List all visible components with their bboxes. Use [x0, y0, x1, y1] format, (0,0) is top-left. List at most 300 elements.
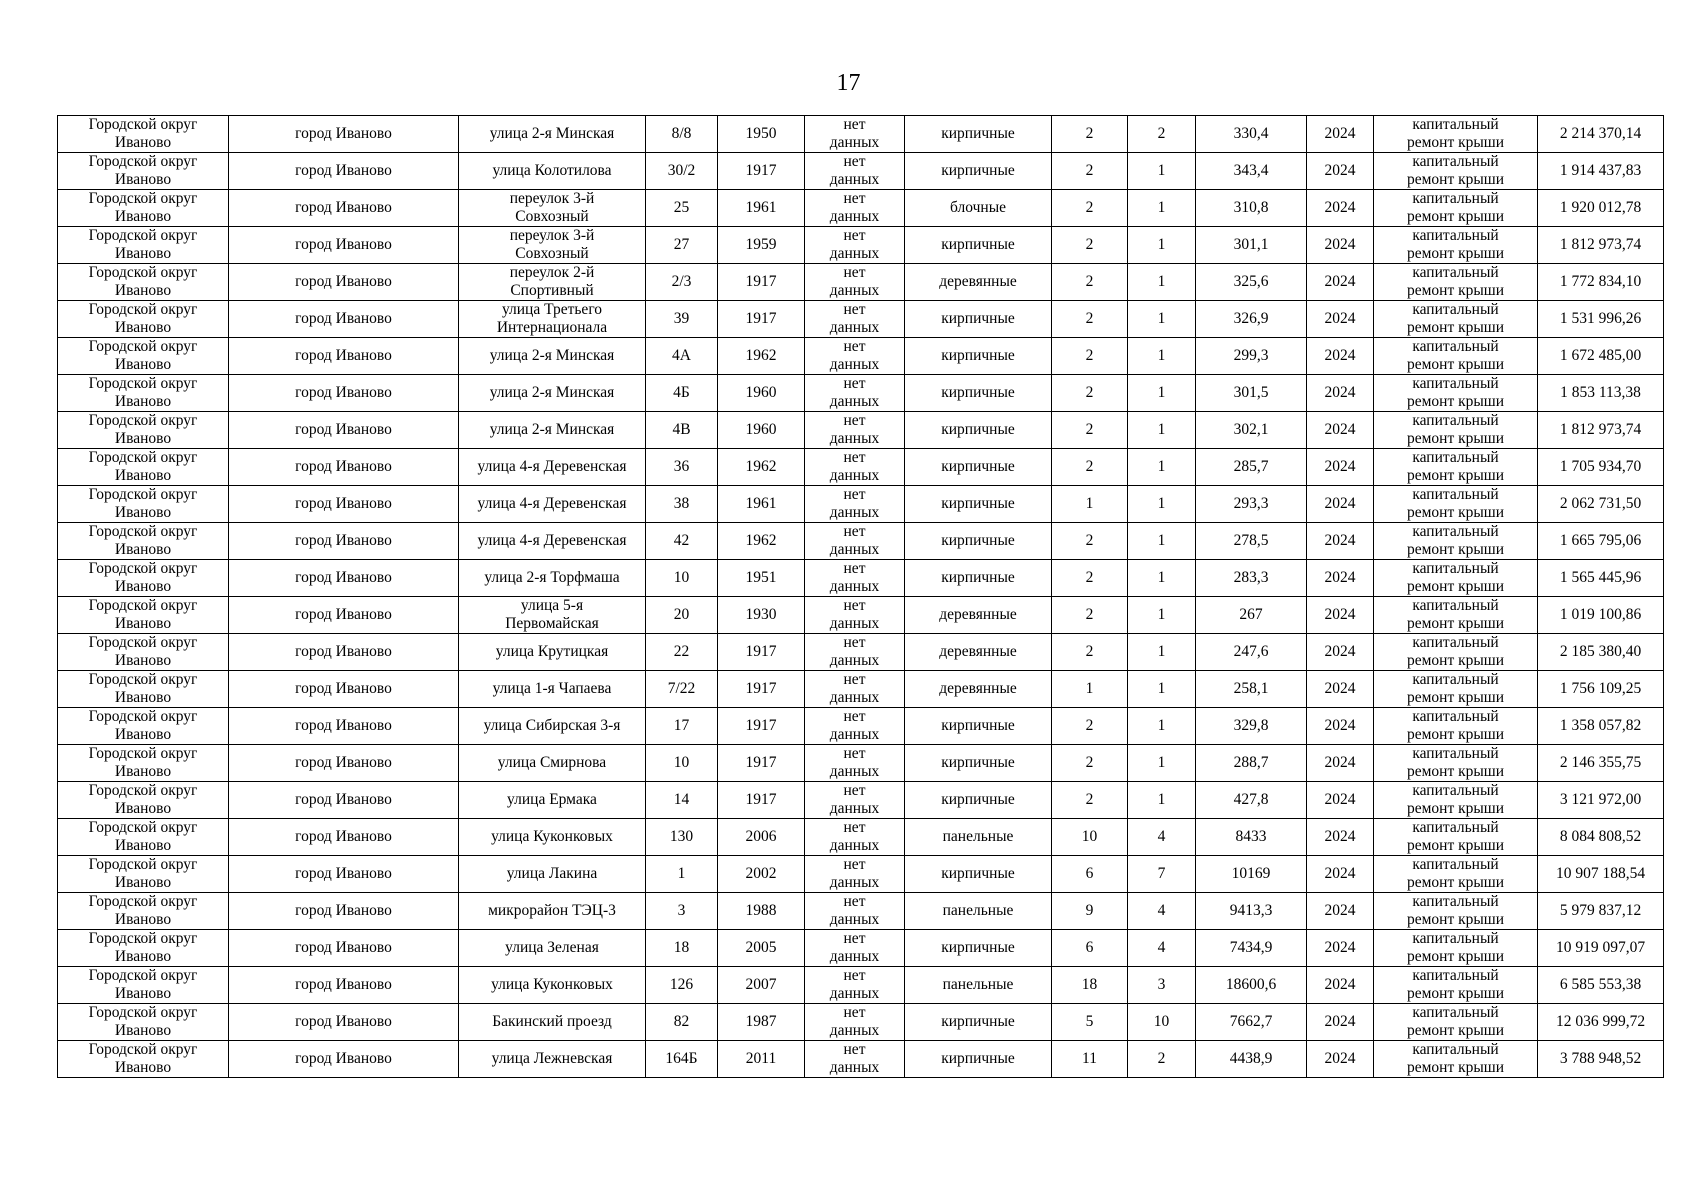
work-type-cell: капитальный ремонт крыши [1374, 523, 1538, 560]
work-type-cell: капитальный ремонт крыши [1374, 893, 1538, 930]
street-cell: переулок 3-й Совхозный [459, 227, 646, 264]
table-row [58, 745, 1664, 782]
cost-cell: 10 907 188,54 [1538, 856, 1664, 893]
work-type-cell: капитальный ремонт крыши [1374, 967, 1538, 1004]
year-built-cell: 1917 [718, 782, 805, 819]
commissioning-year-cell: нет данных [805, 671, 905, 708]
settlement-cell: город Иваново [229, 745, 459, 782]
cost-cell: 1 920 012,78 [1538, 190, 1664, 227]
year-built-cell: 2002 [718, 856, 805, 893]
table-row [58, 930, 1664, 967]
wall-material-cell: панельные [905, 893, 1052, 930]
commissioning-year-cell: нет данных [805, 116, 905, 153]
year-built-cell: 1987 [718, 1004, 805, 1041]
wall-material-cell: деревянные [905, 264, 1052, 301]
table-row [58, 671, 1664, 708]
table-row [58, 264, 1664, 301]
work-type-cell: капитальный ремонт крыши [1374, 375, 1538, 412]
cost-cell: 1 565 445,96 [1538, 560, 1664, 597]
floors-cell: 2 [1052, 449, 1128, 486]
year-built-cell: 1988 [718, 893, 805, 930]
house-number-cell: 10 [646, 560, 718, 597]
settlement-cell: город Иваново [229, 190, 459, 227]
cost-cell: 1 665 795,06 [1538, 523, 1664, 560]
area-cell: 9413,3 [1196, 893, 1307, 930]
settlement-cell: город Иваново [229, 523, 459, 560]
wall-material-cell: кирпичные [905, 338, 1052, 375]
cost-cell: 1 914 437,83 [1538, 153, 1664, 190]
settlement-cell: город Иваново [229, 264, 459, 301]
table-row [58, 1004, 1664, 1041]
entrances-cell: 7 [1128, 856, 1196, 893]
municipality-cell: Городской округ Иваново [58, 597, 229, 634]
street-cell: улица Зеленая [459, 930, 646, 967]
floors-cell: 2 [1052, 116, 1128, 153]
cost-cell: 1 019 100,86 [1538, 597, 1664, 634]
street-cell: улица 2-я Минская [459, 412, 646, 449]
commissioning-year-cell: нет данных [805, 930, 905, 967]
commissioning-year-cell: нет данных [805, 782, 905, 819]
floors-cell: 5 [1052, 1004, 1128, 1041]
area-cell: 258,1 [1196, 671, 1307, 708]
settlement-cell: город Иваново [229, 1041, 459, 1078]
entrances-cell: 1 [1128, 782, 1196, 819]
wall-material-cell: кирпичные [905, 560, 1052, 597]
table-row [58, 560, 1664, 597]
table-row [58, 153, 1664, 190]
wall-material-cell: кирпичные [905, 449, 1052, 486]
house-number-cell: 4В [646, 412, 718, 449]
work-type-cell: капитальный ремонт крыши [1374, 190, 1538, 227]
wall-material-cell: кирпичные [905, 227, 1052, 264]
work-type-cell: капитальный ремонт крыши [1374, 449, 1538, 486]
commissioning-year-cell: нет данных [805, 597, 905, 634]
work-type-cell: капитальный ремонт крыши [1374, 412, 1538, 449]
repair-year-cell: 2024 [1307, 745, 1374, 782]
cost-cell: 2 062 731,50 [1538, 486, 1664, 523]
entrances-cell: 1 [1128, 190, 1196, 227]
table-row [58, 190, 1664, 227]
commissioning-year-cell: нет данных [805, 893, 905, 930]
repair-year-cell: 2024 [1307, 893, 1374, 930]
wall-material-cell: кирпичные [905, 856, 1052, 893]
floors-cell: 2 [1052, 560, 1128, 597]
table-row [58, 819, 1664, 856]
street-cell: улица 2-я Торфмаша [459, 560, 646, 597]
cost-cell: 1 772 834,10 [1538, 264, 1664, 301]
floors-cell: 2 [1052, 375, 1128, 412]
area-cell: 326,9 [1196, 301, 1307, 338]
commissioning-year-cell: нет данных [805, 227, 905, 264]
wall-material-cell: кирпичные [905, 523, 1052, 560]
floors-cell: 1 [1052, 671, 1128, 708]
cost-cell: 8 084 808,52 [1538, 819, 1664, 856]
year-built-cell: 1961 [718, 486, 805, 523]
cost-cell: 1 531 996,26 [1538, 301, 1664, 338]
street-cell: улица Куконковых [459, 967, 646, 1004]
municipality-cell: Городской округ Иваново [58, 523, 229, 560]
table-row [58, 338, 1664, 375]
commissioning-year-cell: нет данных [805, 264, 905, 301]
house-number-cell: 130 [646, 819, 718, 856]
entrances-cell: 1 [1128, 449, 1196, 486]
house-number-cell: 36 [646, 449, 718, 486]
entrances-cell: 2 [1128, 1041, 1196, 1078]
street-cell: микрорайон ТЭЦ-3 [459, 893, 646, 930]
table-row [58, 782, 1664, 819]
area-cell: 302,1 [1196, 412, 1307, 449]
municipality-cell: Городской округ Иваново [58, 375, 229, 412]
floors-cell: 2 [1052, 634, 1128, 671]
work-type-cell: капитальный ремонт крыши [1374, 486, 1538, 523]
municipality-cell: Городской округ Иваново [58, 893, 229, 930]
municipality-cell: Городской округ Иваново [58, 930, 229, 967]
table-row [58, 967, 1664, 1004]
area-cell: 278,5 [1196, 523, 1307, 560]
commissioning-year-cell: нет данных [805, 412, 905, 449]
work-type-cell: капитальный ремонт крыши [1374, 227, 1538, 264]
work-type-cell: капитальный ремонт крыши [1374, 745, 1538, 782]
area-cell: 293,3 [1196, 486, 1307, 523]
house-number-cell: 20 [646, 597, 718, 634]
table-row [58, 634, 1664, 671]
wall-material-cell: кирпичные [905, 1004, 1052, 1041]
repair-year-cell: 2024 [1307, 634, 1374, 671]
commissioning-year-cell: нет данных [805, 708, 905, 745]
repair-year-cell: 2024 [1307, 856, 1374, 893]
house-number-cell: 2/3 [646, 264, 718, 301]
year-built-cell: 1961 [718, 190, 805, 227]
house-number-cell: 39 [646, 301, 718, 338]
commissioning-year-cell: нет данных [805, 967, 905, 1004]
house-number-cell: 30/2 [646, 153, 718, 190]
commissioning-year-cell: нет данных [805, 560, 905, 597]
settlement-cell: город Иваново [229, 819, 459, 856]
entrances-cell: 1 [1128, 560, 1196, 597]
work-type-cell: капитальный ремонт крыши [1374, 671, 1538, 708]
repair-year-cell: 2024 [1307, 190, 1374, 227]
wall-material-cell: кирпичные [905, 412, 1052, 449]
floors-cell: 1 [1052, 486, 1128, 523]
area-cell: 288,7 [1196, 745, 1307, 782]
table-row [58, 412, 1664, 449]
settlement-cell: город Иваново [229, 708, 459, 745]
entrances-cell: 2 [1128, 116, 1196, 153]
repair-year-cell: 2024 [1307, 671, 1374, 708]
year-built-cell: 1917 [718, 708, 805, 745]
work-type-cell: капитальный ремонт крыши [1374, 264, 1538, 301]
settlement-cell: город Иваново [229, 782, 459, 819]
year-built-cell: 1917 [718, 264, 805, 301]
floors-cell: 2 [1052, 745, 1128, 782]
area-cell: 310,8 [1196, 190, 1307, 227]
year-built-cell: 2011 [718, 1041, 805, 1078]
repair-year-cell: 2024 [1307, 486, 1374, 523]
work-type-cell: капитальный ремонт крыши [1374, 634, 1538, 671]
commissioning-year-cell: нет данных [805, 745, 905, 782]
floors-cell: 2 [1052, 523, 1128, 560]
work-type-cell: капитальный ремонт крыши [1374, 782, 1538, 819]
page-number: 17 [836, 70, 861, 96]
area-cell: 7662,7 [1196, 1004, 1307, 1041]
cost-cell: 2 185 380,40 [1538, 634, 1664, 671]
settlement-cell: город Иваново [229, 227, 459, 264]
work-type-cell: капитальный ремонт крыши [1374, 560, 1538, 597]
cost-cell: 12 036 999,72 [1538, 1004, 1664, 1041]
settlement-cell: город Иваново [229, 449, 459, 486]
cost-cell: 3 788 948,52 [1538, 1041, 1664, 1078]
area-cell: 343,4 [1196, 153, 1307, 190]
settlement-cell: город Иваново [229, 597, 459, 634]
area-cell: 325,6 [1196, 264, 1307, 301]
street-cell: улица 4-я Деревенская [459, 449, 646, 486]
floors-cell: 2 [1052, 227, 1128, 264]
wall-material-cell: кирпичные [905, 782, 1052, 819]
table-row [58, 486, 1664, 523]
table-row [58, 449, 1664, 486]
wall-material-cell: кирпичные [905, 486, 1052, 523]
year-built-cell: 1962 [718, 523, 805, 560]
area-cell: 267 [1196, 597, 1307, 634]
area-cell: 4438,9 [1196, 1041, 1307, 1078]
street-cell: Бакинский проезд [459, 1004, 646, 1041]
municipality-cell: Городской округ Иваново [58, 412, 229, 449]
street-cell: улица 2-я Минская [459, 375, 646, 412]
house-number-cell: 38 [646, 486, 718, 523]
house-number-cell: 164Б [646, 1041, 718, 1078]
year-built-cell: 2006 [718, 819, 805, 856]
wall-material-cell: кирпичные [905, 116, 1052, 153]
repair-year-cell: 2024 [1307, 227, 1374, 264]
year-built-cell: 1959 [718, 227, 805, 264]
street-cell: улица Лежневская [459, 1041, 646, 1078]
house-number-cell: 17 [646, 708, 718, 745]
entrances-cell: 1 [1128, 264, 1196, 301]
table-row [58, 375, 1664, 412]
table-body [58, 116, 1664, 1078]
wall-material-cell: блочные [905, 190, 1052, 227]
repair-year-cell: 2024 [1307, 264, 1374, 301]
table-row [58, 708, 1664, 745]
entrances-cell: 10 [1128, 1004, 1196, 1041]
cost-cell: 1 756 109,25 [1538, 671, 1664, 708]
repair-year-cell: 2024 [1307, 338, 1374, 375]
street-cell: улица Лакина [459, 856, 646, 893]
commissioning-year-cell: нет данных [805, 153, 905, 190]
area-cell: 247,6 [1196, 634, 1307, 671]
cost-cell: 5 979 837,12 [1538, 893, 1664, 930]
commissioning-year-cell: нет данных [805, 819, 905, 856]
table-row [58, 227, 1664, 264]
municipality-cell: Городской округ Иваново [58, 116, 229, 153]
year-built-cell: 1962 [718, 449, 805, 486]
area-cell: 8433 [1196, 819, 1307, 856]
municipality-cell: Городской округ Иваново [58, 153, 229, 190]
floors-cell: 6 [1052, 930, 1128, 967]
house-number-cell: 42 [646, 523, 718, 560]
floors-cell: 2 [1052, 264, 1128, 301]
table-row [58, 1041, 1664, 1078]
settlement-cell: город Иваново [229, 893, 459, 930]
settlement-cell: город Иваново [229, 634, 459, 671]
house-number-cell: 22 [646, 634, 718, 671]
cost-cell: 3 121 972,00 [1538, 782, 1664, 819]
year-built-cell: 1960 [718, 412, 805, 449]
street-cell: улица 2-я Минская [459, 338, 646, 375]
work-type-cell: капитальный ремонт крыши [1374, 1004, 1538, 1041]
year-built-cell: 1951 [718, 560, 805, 597]
repair-year-cell: 2024 [1307, 375, 1374, 412]
table-row [58, 116, 1664, 153]
cost-cell: 2 214 370,14 [1538, 116, 1664, 153]
work-type-cell: капитальный ремонт крыши [1374, 708, 1538, 745]
wall-material-cell: кирпичные [905, 708, 1052, 745]
commissioning-year-cell: нет данных [805, 1004, 905, 1041]
settlement-cell: город Иваново [229, 1004, 459, 1041]
entrances-cell: 1 [1128, 412, 1196, 449]
commissioning-year-cell: нет данных [805, 1041, 905, 1078]
municipality-cell: Городской округ Иваново [58, 819, 229, 856]
floors-cell: 2 [1052, 782, 1128, 819]
settlement-cell: город Иваново [229, 116, 459, 153]
table-row [58, 301, 1664, 338]
entrances-cell: 1 [1128, 375, 1196, 412]
repair-year-cell: 2024 [1307, 523, 1374, 560]
street-cell: улица 4-я Деревенская [459, 523, 646, 560]
area-cell: 330,4 [1196, 116, 1307, 153]
work-type-cell: капитальный ремонт крыши [1374, 116, 1538, 153]
wall-material-cell: панельные [905, 967, 1052, 1004]
repair-year-cell: 2024 [1307, 597, 1374, 634]
work-type-cell: капитальный ремонт крыши [1374, 597, 1538, 634]
house-number-cell: 82 [646, 1004, 718, 1041]
house-number-cell: 14 [646, 782, 718, 819]
municipality-cell: Городской округ Иваново [58, 782, 229, 819]
area-cell: 329,8 [1196, 708, 1307, 745]
house-number-cell: 4Б [646, 375, 718, 412]
work-type-cell: капитальный ремонт крыши [1374, 338, 1538, 375]
entrances-cell: 1 [1128, 486, 1196, 523]
entrances-cell: 4 [1128, 930, 1196, 967]
entrances-cell: 1 [1128, 523, 1196, 560]
repair-year-cell: 2024 [1307, 301, 1374, 338]
repair-year-cell: 2024 [1307, 819, 1374, 856]
commissioning-year-cell: нет данных [805, 449, 905, 486]
area-cell: 18600,6 [1196, 967, 1307, 1004]
entrances-cell: 1 [1128, 745, 1196, 782]
municipality-cell: Городской округ Иваново [58, 264, 229, 301]
table-row [58, 523, 1664, 560]
entrances-cell: 1 [1128, 338, 1196, 375]
entrances-cell: 4 [1128, 819, 1196, 856]
municipality-cell: Городской округ Иваново [58, 338, 229, 375]
settlement-cell: город Иваново [229, 930, 459, 967]
house-number-cell: 1 [646, 856, 718, 893]
work-type-cell: капитальный ремонт крыши [1374, 301, 1538, 338]
commissioning-year-cell: нет данных [805, 338, 905, 375]
repair-year-cell: 2024 [1307, 967, 1374, 1004]
year-built-cell: 1950 [718, 116, 805, 153]
entrances-cell: 1 [1128, 634, 1196, 671]
municipality-cell: Городской округ Иваново [58, 1041, 229, 1078]
floors-cell: 2 [1052, 708, 1128, 745]
year-built-cell: 2007 [718, 967, 805, 1004]
work-type-cell: капитальный ремонт крыши [1374, 930, 1538, 967]
area-cell: 10169 [1196, 856, 1307, 893]
repair-year-cell: 2024 [1307, 153, 1374, 190]
cost-cell: 2 146 355,75 [1538, 745, 1664, 782]
settlement-cell: город Иваново [229, 486, 459, 523]
wall-material-cell: деревянные [905, 634, 1052, 671]
entrances-cell: 4 [1128, 893, 1196, 930]
area-cell: 301,5 [1196, 375, 1307, 412]
commissioning-year-cell: нет данных [805, 523, 905, 560]
floors-cell: 2 [1052, 153, 1128, 190]
municipality-cell: Городской округ Иваново [58, 671, 229, 708]
repair-year-cell: 2024 [1307, 1004, 1374, 1041]
street-cell: улица Смирнова [459, 745, 646, 782]
cost-cell: 1 812 973,74 [1538, 227, 1664, 264]
commissioning-year-cell: нет данных [805, 190, 905, 227]
cost-cell: 1 358 057,82 [1538, 708, 1664, 745]
repair-year-cell: 2024 [1307, 116, 1374, 153]
floors-cell: 2 [1052, 190, 1128, 227]
house-number-cell: 4А [646, 338, 718, 375]
entrances-cell: 1 [1128, 153, 1196, 190]
cost-cell: 6 585 553,38 [1538, 967, 1664, 1004]
house-number-cell: 27 [646, 227, 718, 264]
street-cell: улица 5-я Первомайская [459, 597, 646, 634]
commissioning-year-cell: нет данных [805, 375, 905, 412]
municipality-cell: Городской округ Иваново [58, 227, 229, 264]
entrances-cell: 1 [1128, 708, 1196, 745]
street-cell: улица Третьего Интернационала [459, 301, 646, 338]
street-cell: улица Сибирская 3-я [459, 708, 646, 745]
repair-year-cell: 2024 [1307, 449, 1374, 486]
municipality-cell: Городской округ Иваново [58, 560, 229, 597]
repair-year-cell: 2024 [1307, 930, 1374, 967]
house-number-cell: 10 [646, 745, 718, 782]
house-number-cell: 25 [646, 190, 718, 227]
year-built-cell: 1930 [718, 597, 805, 634]
table-row [58, 856, 1664, 893]
street-cell: улица 2-я Минская [459, 116, 646, 153]
year-built-cell: 1962 [718, 338, 805, 375]
municipality-cell: Городской округ Иваново [58, 449, 229, 486]
wall-material-cell: кирпичные [905, 153, 1052, 190]
settlement-cell: город Иваново [229, 412, 459, 449]
wall-material-cell: деревянные [905, 671, 1052, 708]
wall-material-cell: кирпичные [905, 745, 1052, 782]
street-cell: переулок 2-й Спортивный [459, 264, 646, 301]
municipality-cell: Городской округ Иваново [58, 856, 229, 893]
wall-material-cell: деревянные [905, 597, 1052, 634]
municipality-cell: Городской округ Иваново [58, 301, 229, 338]
wall-material-cell: кирпичные [905, 1041, 1052, 1078]
cost-cell: 10 919 097,07 [1538, 930, 1664, 967]
settlement-cell: город Иваново [229, 856, 459, 893]
repair-year-cell: 2024 [1307, 708, 1374, 745]
work-type-cell: капитальный ремонт крыши [1374, 1041, 1538, 1078]
floors-cell: 11 [1052, 1041, 1128, 1078]
street-cell: улица Крутицкая [459, 634, 646, 671]
municipality-cell: Городской округ Иваново [58, 486, 229, 523]
entrances-cell: 1 [1128, 227, 1196, 264]
house-number-cell: 18 [646, 930, 718, 967]
street-cell: переулок 3-й Совхозный [459, 190, 646, 227]
work-type-cell: капитальный ремонт крыши [1374, 819, 1538, 856]
work-type-cell: капитальный ремонт крыши [1374, 153, 1538, 190]
